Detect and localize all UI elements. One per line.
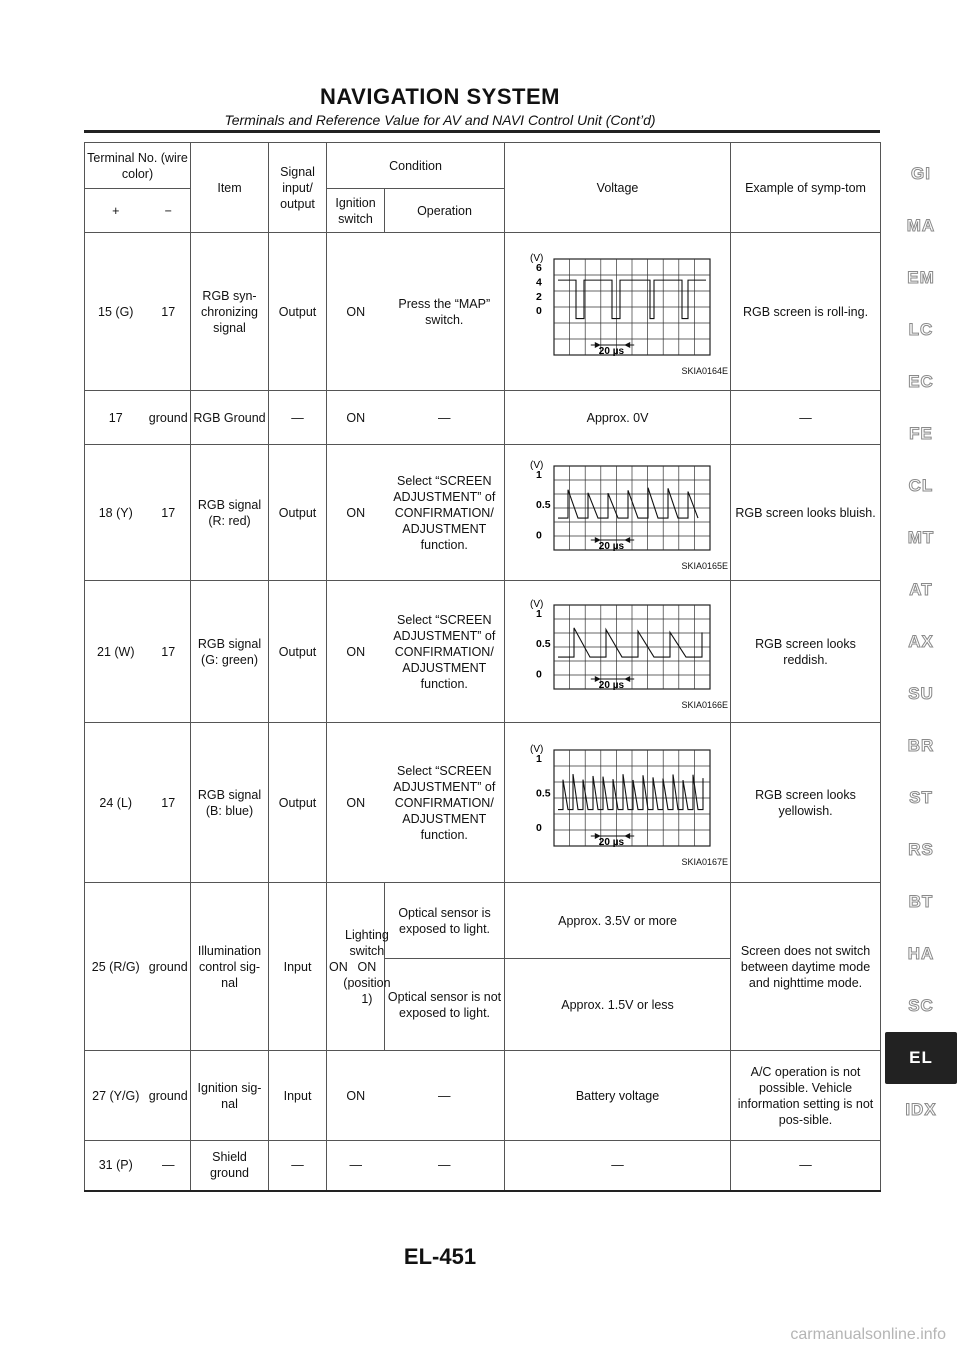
y-tick-label: 0 [535, 822, 542, 835]
cell-voltage: Battery voltage [505, 1051, 731, 1141]
side-tab-br[interactable]: BR [907, 736, 935, 755]
header-operation: Operation [385, 189, 505, 233]
cell-voltage: Approx. 0V [505, 391, 731, 445]
y-tick-label: 2 [535, 291, 542, 304]
cell-ignition: ON [329, 959, 348, 974]
cell-minus: ground [147, 883, 191, 1051]
cell-minus: — [147, 1141, 191, 1191]
cell-symptom: RGB screen looks reddish. [731, 581, 881, 723]
side-tab-su[interactable]: SU [908, 684, 934, 703]
cell-ignition-split [327, 883, 391, 1051]
y-tick-label: 4 [535, 276, 542, 289]
waveform-figure-2 [518, 452, 718, 560]
cell-ignition: — [327, 1141, 385, 1191]
side-tab-st[interactable]: ST [909, 788, 933, 807]
cell-operation: Select “SCREEN ADJUSTMENT” of CONFIRMATION/ ADJUSTMENT function. [385, 445, 505, 581]
cell-operation: Optical sensor is not exposed to light. [385, 959, 505, 1051]
cell-ignition: ON [327, 723, 385, 883]
figure-id: SKIA0164E [681, 366, 729, 377]
cell-operation: Select “SCREEN ADJUSTMENT” of CONFIRMATION/ ADJUSTMENT function. [385, 723, 505, 883]
cell-minus: 17 [147, 723, 191, 883]
figure-id: SKIA0167E [681, 857, 729, 868]
cell-plus: 24 (L) [85, 723, 147, 883]
cell-waveform [505, 581, 731, 723]
side-tab-at[interactable]: AT [909, 580, 933, 599]
page-subtitle: Terminals and Reference Value for AV and NAVI Control Unit (Cont’d) [224, 112, 656, 128]
side-tab-ma[interactable]: MA [906, 216, 936, 235]
cell-operation: Select “SCREEN ADJUSTMENT” of CONFIRMATION/ ADJUSTMENT function. [385, 581, 505, 723]
side-tab-mt[interactable]: MT [907, 528, 935, 547]
cell-ignition: ON [327, 445, 385, 581]
table-row [85, 723, 881, 883]
side-tab-ec[interactable]: EC [908, 372, 934, 391]
header-condition: Condition [327, 143, 505, 189]
figure-id: SKIA0165E [681, 561, 729, 572]
signal-trace [558, 488, 698, 518]
cell-symptom: A/C operation is not possible. Vehicle information setting is not pos-sible. [731, 1051, 881, 1141]
time-division-label: 20 µs [598, 837, 624, 849]
cell-waveform [505, 723, 731, 883]
cell-item: RGB signal (B: blue) [191, 723, 269, 883]
table-row [85, 445, 881, 581]
cell-io: Input [269, 883, 327, 1051]
section-tabs [885, 148, 957, 1136]
header-plus: + [85, 189, 147, 233]
cell-io: Output [269, 233, 327, 391]
cell-item: Illumination control sig-nal [191, 883, 269, 1051]
cell-ignition: ON [327, 233, 385, 391]
time-arrow-right [624, 537, 630, 543]
y-tick-label: 0.5 [535, 638, 551, 651]
cell-plus: 17 [85, 391, 147, 445]
side-tab-bt[interactable]: BT [908, 892, 934, 911]
signal-trace [558, 774, 703, 809]
side-tab-fe[interactable]: FE [909, 424, 933, 443]
cell-waveform [505, 233, 731, 391]
cell-symptom: RGB screen looks bluish. [731, 445, 881, 581]
figure-id: SKIA0166E [681, 700, 729, 711]
terminal-table [84, 142, 881, 1192]
table-row [85, 1141, 881, 1191]
header-rule [84, 130, 880, 133]
side-tab-ha[interactable]: HA [907, 944, 935, 963]
y-unit-label: (V) [529, 253, 543, 265]
cell-item: RGB signal (R: red) [191, 445, 269, 581]
cell-minus: ground [147, 391, 191, 445]
cell-minus: ground [147, 1051, 191, 1141]
cell-item: Ignition sig-nal [191, 1051, 269, 1141]
y-tick-label: 0 [535, 668, 542, 681]
cell-operation: — [385, 1051, 505, 1141]
cell-symptom: — [731, 391, 881, 445]
y-unit-label: (V) [529, 599, 543, 611]
cell-plus: 25 (R/G) [85, 883, 147, 1051]
table-row [85, 1051, 881, 1141]
cell-item: RGB signal (G: green) [191, 581, 269, 723]
cell-symptom: RGB screen is roll-ing. [731, 233, 881, 391]
header-ignition: Ignition switch [327, 189, 385, 233]
cell-plus: 27 (Y/G) [85, 1051, 147, 1141]
waveform-figure-4 [518, 736, 718, 856]
cell-operation: — [385, 391, 505, 445]
y-tick-label: 0 [535, 305, 542, 318]
time-arrow-right [624, 833, 630, 839]
cell-ignition: ON [327, 391, 385, 445]
cell-voltage: Approx. 1.5V or less [505, 959, 731, 1051]
y-unit-label: (V) [529, 744, 543, 756]
cell-plus: 18 (Y) [85, 445, 147, 581]
side-tab-idx[interactable]: IDX [905, 1100, 937, 1119]
cell-io: Input [269, 1051, 327, 1141]
y-tick-label: 0.5 [535, 499, 551, 512]
header-minus: − [147, 189, 191, 233]
time-arrow-right [624, 676, 630, 682]
cell-minus: 17 [147, 233, 191, 391]
y-tick-label: 1 [535, 469, 542, 482]
waveform-figure-3 [518, 591, 718, 699]
y-tick-label: 0 [535, 529, 542, 542]
signal-trace [558, 628, 702, 657]
time-division-label: 20 µs [598, 680, 624, 692]
y-tick-label: 0.5 [535, 787, 551, 800]
cell-plus: 21 (W) [85, 581, 147, 723]
table-row [85, 581, 881, 723]
cell-operation: Press the “MAP” switch. [385, 233, 505, 391]
waveform-figure-0 [518, 245, 718, 365]
cell-symptom: Screen does not switch between daytime mode and nighttime mode. [731, 883, 881, 1051]
watermark: carmanualsonline.info [790, 1326, 946, 1343]
cell-minus: 17 [147, 581, 191, 723]
header-item: Item [191, 143, 269, 233]
cell-voltage: — [505, 1141, 731, 1191]
page-title: NAVIGATION SYSTEM [320, 84, 560, 109]
table-row [85, 233, 881, 391]
header-terminal: Terminal No. (wire color) [85, 143, 191, 189]
header-signal: Signal input/ output [269, 143, 327, 233]
time-arrow-right [624, 342, 630, 348]
cell-plus: 31 (P) [85, 1141, 147, 1191]
cell-io: Output [269, 581, 327, 723]
cell-ignition: ON [327, 1051, 385, 1141]
cell-lighting-switch: Lighting switch ON (position 1) [343, 927, 391, 1006]
cell-symptom: RGB screen looks yellowish. [731, 723, 881, 883]
cell-minus: 17 [147, 445, 191, 581]
time-division-label: 20 µs [598, 541, 624, 553]
side-tab-lc[interactable]: LC [908, 320, 934, 339]
table-row [85, 391, 881, 445]
header-symptom: Example of symp-tom [731, 143, 881, 233]
y-unit-label: (V) [529, 460, 543, 472]
cell-item: RGB syn-chronizing signal [191, 233, 269, 391]
side-tab-rs[interactable]: RS [908, 840, 934, 859]
table-header-row [85, 143, 881, 189]
y-tick-label: 1 [535, 608, 542, 621]
cell-plus: 15 (G) [85, 233, 147, 391]
cell-item: Shield ground [191, 1141, 269, 1191]
y-tick-label: 6 [535, 262, 542, 275]
time-division-label: 20 µs [598, 346, 624, 358]
cell-operation: — [385, 1141, 505, 1191]
cell-voltage: Approx. 3.5V or more [505, 883, 731, 959]
cell-item: RGB Ground [191, 391, 269, 445]
cell-waveform [505, 445, 731, 581]
side-tab-gi[interactable]: GI [911, 164, 931, 183]
side-tab-el[interactable]: EL [885, 1032, 957, 1084]
side-tab-cl[interactable]: CL [908, 476, 934, 495]
y-tick-label: 1 [535, 753, 542, 766]
cell-operation: Optical sensor is exposed to light. [385, 883, 505, 959]
side-tab-sc[interactable]: SC [908, 996, 934, 1015]
header-voltage: Voltage [505, 143, 731, 233]
cell-io: Output [269, 723, 327, 883]
side-tab-ax[interactable]: AX [908, 632, 934, 651]
page-number: EL-451 [403, 1244, 477, 1269]
cell-ignition: ON [327, 581, 385, 723]
table-row [85, 883, 881, 959]
cell-symptom: — [731, 1141, 881, 1191]
side-tab-em[interactable]: EM [907, 268, 935, 287]
cell-io: — [269, 1141, 327, 1191]
cell-io: Output [269, 445, 327, 581]
cell-io: — [269, 391, 327, 445]
